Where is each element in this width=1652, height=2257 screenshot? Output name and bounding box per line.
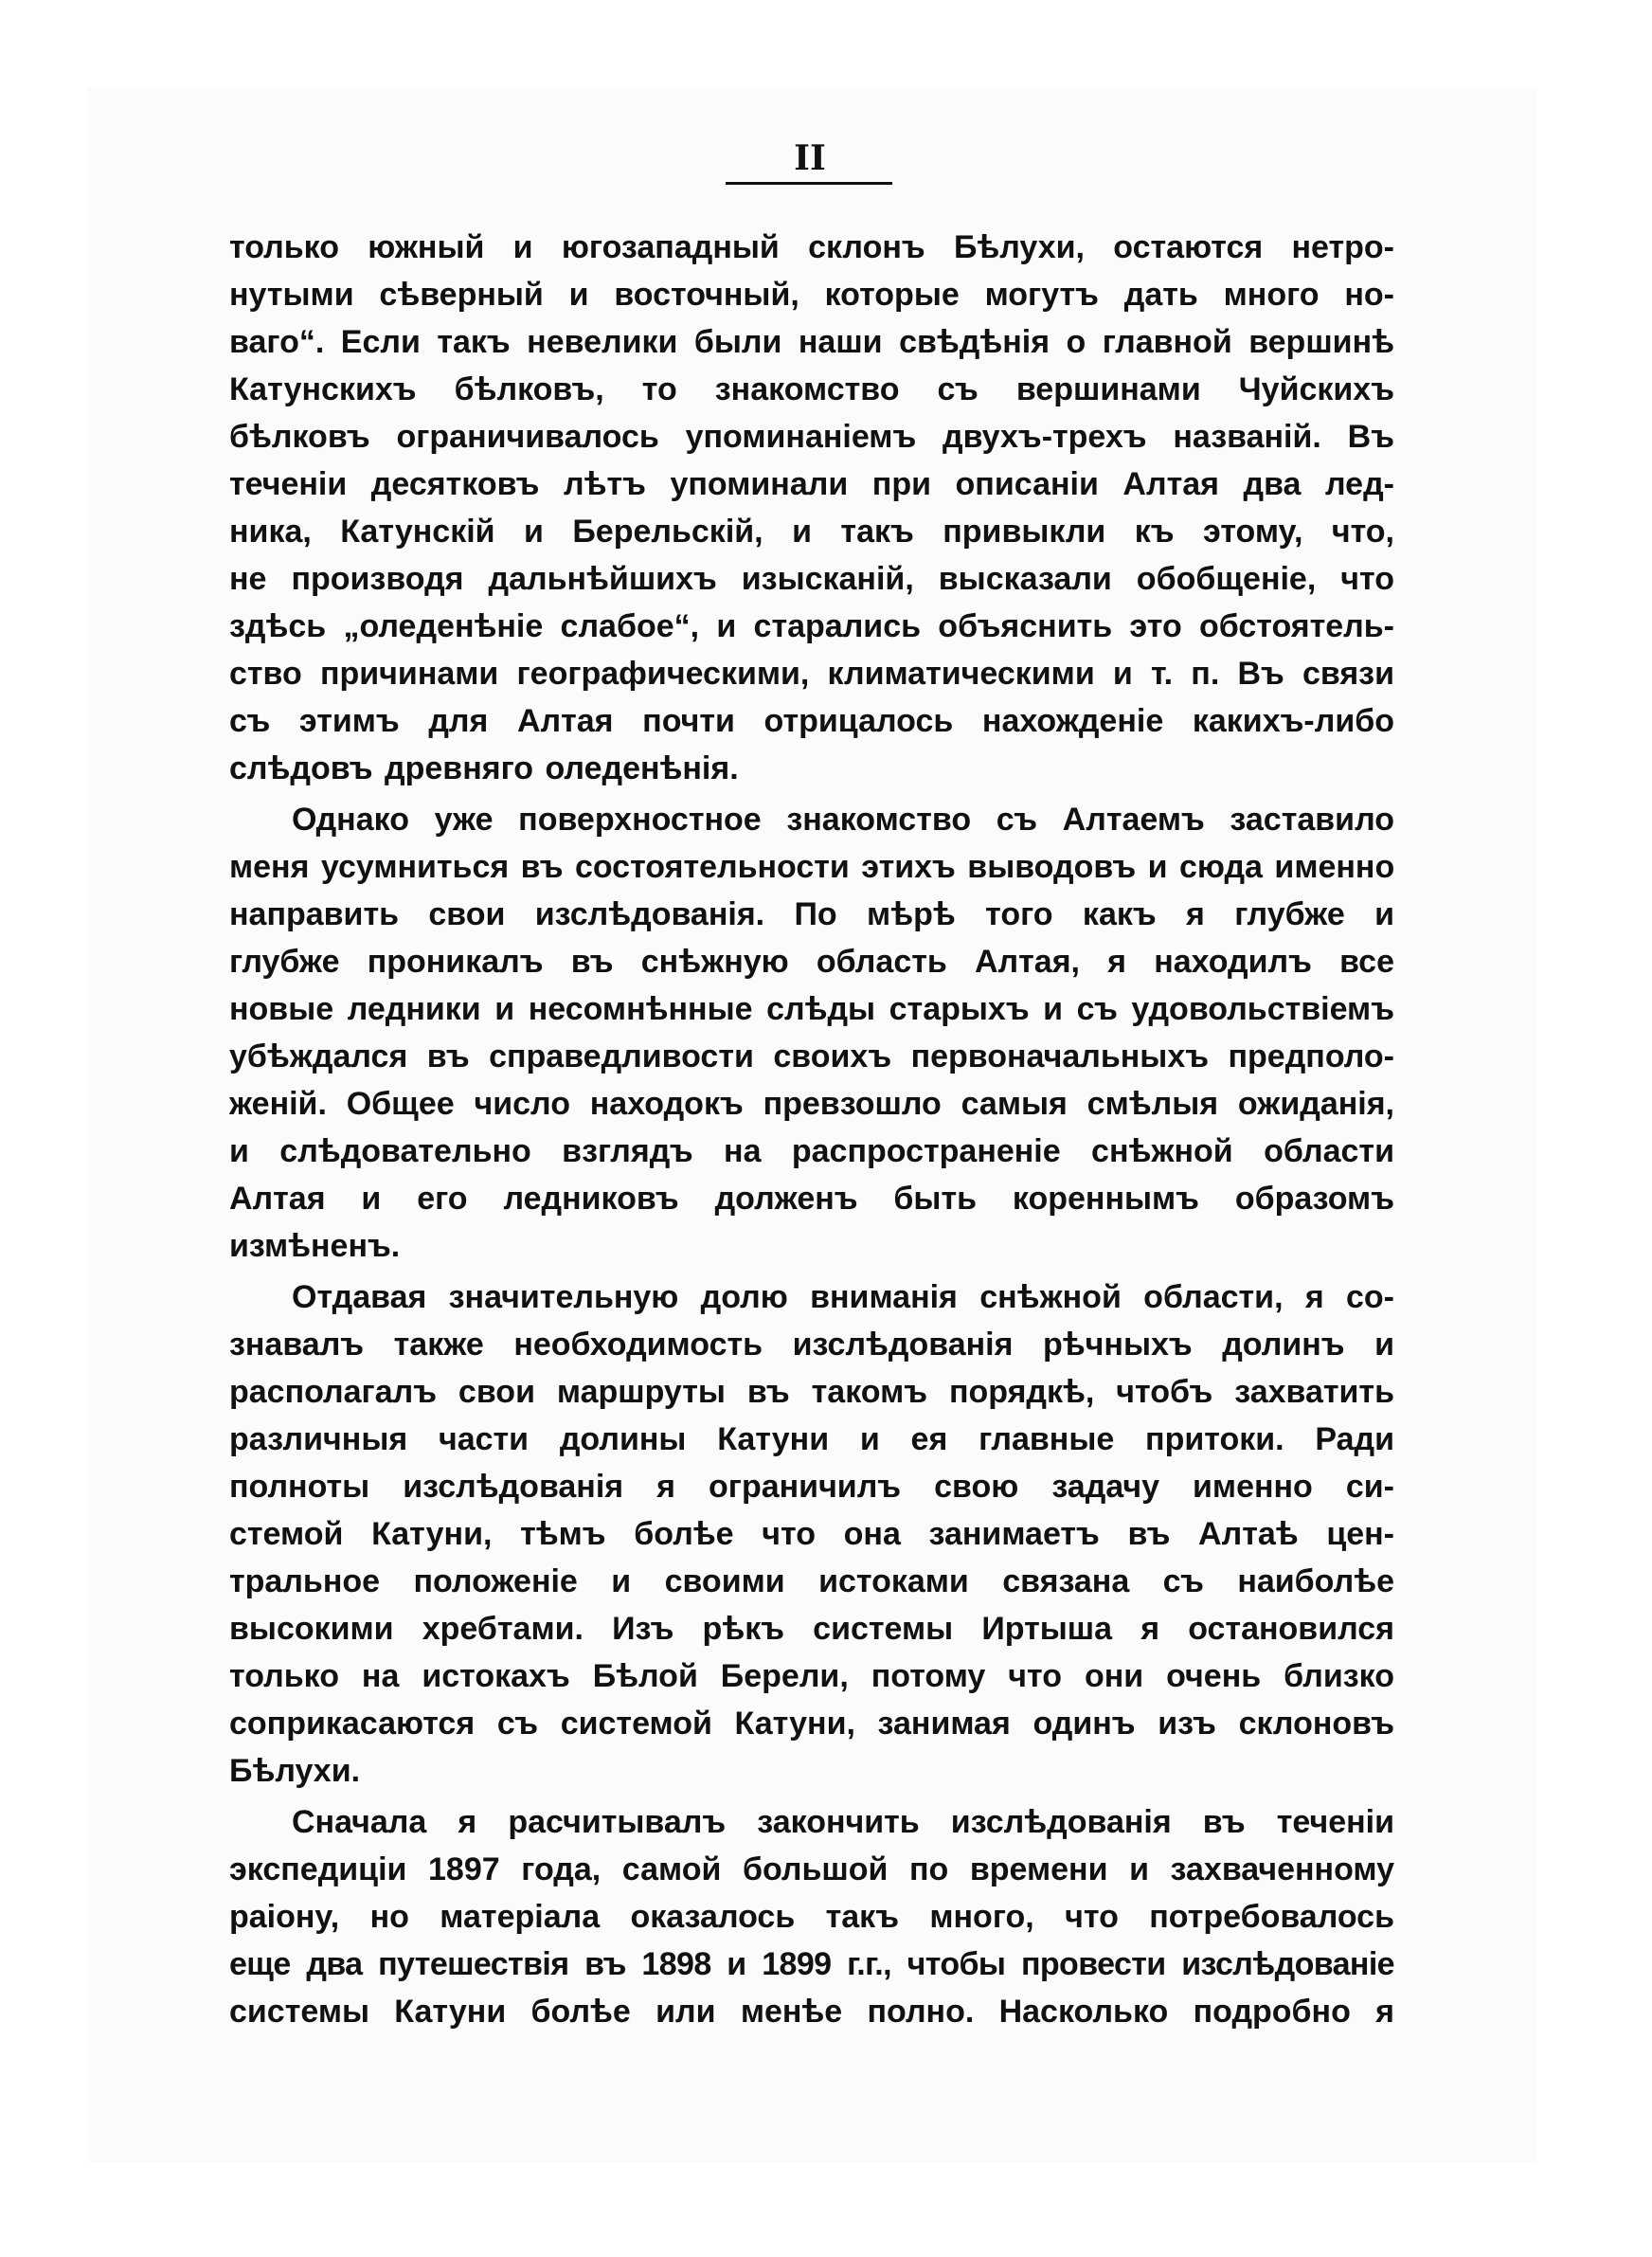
text-line: только на истокахъ Бѣлой Берели, потому что они очень близко: [229, 1658, 1394, 1694]
text-line: ника, Катунскій и Берельскій, и такъ привыкли къ этому, что,: [229, 514, 1394, 550]
text-line: только южный и югозападный склонъ Бѣлухи, остаются нетро-: [229, 229, 1394, 265]
text-line: нутыми сѣверный и восточный, которые могутъ дать много но-: [229, 277, 1394, 313]
text-line: здѣсь „оледенѣніе слабое“, и старались объяснить это обстоятель-: [229, 608, 1394, 644]
text-line: Однако уже поверхностное знакомство съ Алтаемъ заставило: [292, 802, 1394, 838]
text-line: Отдавая значительную долю вниманія снѣжной области, я со-: [292, 1279, 1394, 1315]
text-line: ство причинами географическими, климатическими и т. п. Въ связи: [229, 656, 1394, 692]
text-line: не производя дальнѣйшихъ изысканій, высказали обобщеніе, что: [229, 561, 1394, 597]
text-line: глубже проникалъ въ снѣжную область Алтая, я находилъ все: [229, 944, 1394, 980]
text-line: бѣлковъ ограничивалось упоминаніемъ двухъ-трехъ названій. Въ: [229, 419, 1394, 455]
text-line: высокими хребтами. Изъ рѣкъ системы Иртыша я остановился: [229, 1611, 1394, 1647]
text-line: теченіи десятковъ лѣтъ упоминали при описаніи Алтая два лед-: [229, 466, 1394, 502]
body-text: [229, 224, 1394, 2035]
text-line: знавалъ также необходимость изслѣдованія рѣчныхъ долинъ и: [229, 1327, 1394, 1363]
page-number-rule: [726, 182, 892, 185]
page-number: II: [794, 138, 826, 178]
text-line: Алтая и его ледниковъ долженъ быть кореннымъ образомъ: [229, 1181, 1394, 1217]
text-line: стемой Катуни, тѣмъ болѣе что она занимаетъ въ Алтаѣ цен-: [229, 1516, 1394, 1552]
text-line: слѣдовъ древняго оледенѣнія.: [229, 750, 739, 786]
text-line: ваго“. Если такъ невелики были наши свѣдѣнія о главной вершинѣ: [229, 324, 1394, 360]
text-line: женій. Общее число находокъ превзошло самыя смѣлыя ожиданія,: [229, 1086, 1394, 1122]
text-line: и слѣдовательно взглядъ на распространеніе снѣжной области: [229, 1133, 1394, 1169]
text-line: еще два путешествія въ 1898 и 1899 г.г., чтобы провести изслѣдованіе: [229, 1946, 1394, 1982]
text-line: измѣненъ.: [229, 1228, 401, 1264]
text-line: Катунскихъ бѣлковъ, то знакомство съ вершинами Чуйскихъ: [229, 371, 1394, 407]
text-line: экспедиціи 1897 года, самой большой по времени и захваченному: [229, 1851, 1394, 1887]
text-line: меня усумниться въ состоятельности этихъ выводовъ и сюда именно: [229, 849, 1395, 885]
text-line: раіону, но матеріала оказалось такъ много, что потребовалось: [229, 1899, 1394, 1935]
text-line: соприкасаются съ системой Катуни, занимая одинъ изъ склоновъ: [229, 1706, 1394, 1742]
text-line: различныя части долины Катуни и ея главные притоки. Ради: [229, 1421, 1394, 1457]
text-line: располагалъ свои маршруты въ такомъ порядкѣ, чтобъ захватить: [229, 1374, 1394, 1410]
text-line: съ этимъ для Алтая почти отрицалось нахожденіе какихъ-либо: [229, 703, 1394, 739]
text-line: убѣждался въ справедливости своихъ первоначальныхъ предполо-: [229, 1038, 1394, 1074]
text-line: направить свои изслѣдованія. По мѣрѣ того какъ я глубже и: [229, 896, 1394, 932]
text-line: тральное положеніе и своими истоками связана съ наиболѣе: [229, 1563, 1394, 1599]
text-line: новые ледники и несомнѣнные слѣды старыхъ и съ удовольствіемъ: [229, 991, 1394, 1027]
text-line: Сначала я расчитывалъ закончить изслѣдованія въ теченіи: [292, 1804, 1394, 1840]
text-line: полноты изслѣдованія я ограничилъ свою задачу именно си-: [229, 1469, 1394, 1505]
text-line: Бѣлухи.: [229, 1753, 361, 1789]
text-line: системы Катуни болѣе или менѣе полно. Насколько подробно я: [229, 1994, 1394, 2030]
